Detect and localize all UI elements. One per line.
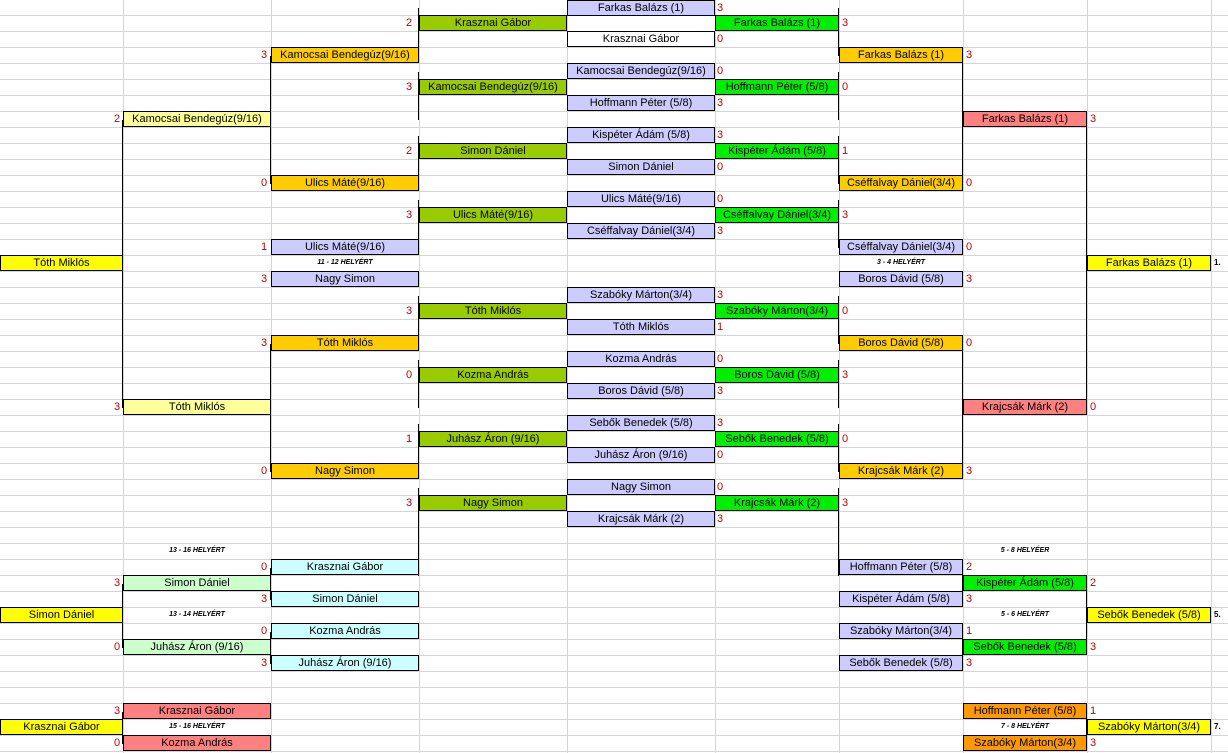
right-lower-w5-player-1[interactable]: Kispéter Ádám (5/8) — [963, 575, 1087, 591]
center-score-8[interactable]: 3 — [717, 225, 724, 237]
left-r2-player-6[interactable]: Kozma András — [419, 367, 567, 383]
right-r2-player-3[interactable]: Kispéter Ádám (5/8) — [715, 143, 839, 159]
gridline-row — [0, 207, 1228, 208]
right-r2-score-7[interactable]: 0 — [842, 433, 849, 445]
right-r2-player-2[interactable]: Hoffmann Péter (5/8) — [715, 79, 839, 95]
center-player-10[interactable]: Tóth Miklós — [567, 319, 715, 335]
label-11-12: 11 - 12 HELYÉRT — [317, 259, 373, 266]
gridline-col — [567, 0, 568, 753]
right-r3-score-1[interactable]: 3 — [966, 49, 973, 61]
center-player-2[interactable]: Krasznai Gábor — [567, 31, 715, 47]
gridline-row — [0, 271, 1228, 272]
left-r3-score-2[interactable]: 0 — [261, 177, 268, 189]
right-r3-score-2[interactable]: 0 — [966, 177, 973, 189]
gridline-row — [0, 79, 1228, 80]
center-player-15[interactable]: Nagy Simon — [567, 479, 715, 495]
center-player-4[interactable]: Hoffmann Péter (5/8) — [567, 95, 715, 111]
right-lower-w5-score-2[interactable]: 3 — [1090, 641, 1097, 653]
right-third-score-2[interactable]: 3 — [966, 273, 973, 285]
center-score-1[interactable]: 3 — [717, 2, 724, 14]
gridline-col — [271, 0, 272, 753]
label-13-14: 13 - 14 HELYÉRT — [169, 611, 225, 618]
left-lower-m2-score-1[interactable]: 0 — [261, 625, 268, 637]
left-r3-player-3[interactable]: Tóth Miklós — [271, 335, 419, 351]
right-r4-player-2[interactable]: Krajcsák Márk (2) — [963, 399, 1087, 415]
right-r4-score-2[interactable]: 0 — [1090, 401, 1097, 413]
center-score-9[interactable]: 3 — [717, 289, 724, 301]
center-score-11[interactable]: 0 — [717, 353, 724, 365]
center-score-4[interactable]: 3 — [717, 97, 724, 109]
left-r2-player-4[interactable]: Ulics Máté(9/16) — [419, 207, 567, 223]
left-lower-m2-player-2[interactable]: Juhász Áron (9/16) — [271, 655, 419, 671]
left-r3-score-4[interactable]: 0 — [261, 465, 268, 477]
label-5-6: 5 - 6 HELYÉRT — [1001, 611, 1049, 618]
gridline-row — [0, 687, 1228, 688]
left-r2-player-7[interactable]: Juhász Áron (9/16) — [419, 431, 567, 447]
right-r2-player-4[interactable]: Cséffalvay Dániel(3/4) — [715, 207, 839, 223]
gridline-row — [0, 463, 1228, 464]
right-r2-score-4[interactable]: 3 — [842, 209, 849, 221]
left-lower-l15-player-1[interactable]: Krasznai Gábor — [123, 703, 271, 719]
gridline-col — [1087, 0, 1088, 753]
left-lower-l15-score-1[interactable]: 3 — [114, 705, 121, 717]
right-lower-m1-player-1[interactable]: Hoffmann Péter (5/8) — [839, 559, 963, 575]
right-r3-score-4[interactable]: 3 — [966, 465, 973, 477]
left-r3-player-4[interactable]: Nagy Simon — [271, 463, 419, 479]
center-player-7[interactable]: Ulics Máté(9/16) — [567, 191, 715, 207]
gridline-row — [0, 655, 1228, 656]
right-lower-m1-score-1[interactable]: 2 — [966, 561, 973, 573]
right-r2-player-6[interactable]: Boros Dávid (5/8) — [715, 367, 839, 383]
right-r3-player-1[interactable]: Farkas Balázs (1) — [839, 47, 963, 63]
left-lower-w13-score-1[interactable]: 3 — [114, 577, 121, 589]
left-r2-score-2[interactable]: 3 — [406, 81, 413, 93]
left-r4-player-2[interactable]: Tóth Miklós — [123, 399, 271, 415]
bracket-line — [122, 264, 123, 408]
label-15-16: 15 - 16 HELYÉRT — [169, 723, 225, 730]
right-lower-l7-score-1[interactable]: 1 — [1090, 705, 1097, 717]
gridline-row — [0, 431, 1228, 432]
gridline-row — [0, 47, 1228, 48]
right-lower-w5-player-2[interactable]: Sebők Benedek (5/8) — [963, 639, 1087, 655]
left-lower-l15-score-2[interactable]: 0 — [114, 737, 121, 749]
left-third-player-2[interactable]: Nagy Simon — [271, 271, 419, 287]
right-lower-m2-player-2[interactable]: Sebők Benedek (5/8) — [839, 655, 963, 671]
center-score-13[interactable]: 3 — [717, 417, 724, 429]
center-player-12[interactable]: Boros Dávid (5/8) — [567, 383, 715, 399]
gridline-row — [0, 143, 1228, 144]
gridline-col — [839, 0, 840, 753]
gridline-col — [1211, 0, 1212, 753]
label-5-8: 5 - 8 HELYÉER — [1000, 547, 1050, 554]
gridline-row — [0, 303, 1228, 304]
left-lower-l15-player-2[interactable]: Kozma András — [123, 735, 271, 751]
label-7-8: 7 - 8 HELYÉRT — [1001, 723, 1049, 730]
gridline-row — [0, 335, 1228, 336]
center-player-3[interactable]: Kamocsai Bendegúz(9/16) — [567, 63, 715, 79]
right-r4-score-1[interactable]: 3 — [1090, 113, 1097, 125]
right-lower-l7-player-2[interactable]: Szabóky Márton(3/4) — [963, 735, 1087, 751]
center-score-6[interactable]: 0 — [717, 161, 724, 173]
right-r2-score-6[interactable]: 3 — [842, 369, 849, 381]
left-lower-m1-player-1[interactable]: Krasznai Gábor — [271, 559, 419, 575]
gridline-row — [0, 239, 1228, 240]
right-lower-m2-player-1[interactable]: Szabóky Márton(3/4) — [839, 623, 963, 639]
left-r2-score-4[interactable]: 3 — [406, 209, 413, 221]
left-r2-score-7[interactable]: 1 — [406, 433, 413, 445]
left-r2-score-3[interactable]: 2 — [406, 145, 413, 157]
gridline-row — [0, 175, 1228, 176]
center-score-16[interactable]: 3 — [717, 513, 724, 525]
left-r2-player-2[interactable]: Kamocsai Bendegúz(9/16) — [419, 79, 567, 95]
gridline-row — [0, 255, 1228, 256]
left-r2-score-5[interactable]: 3 — [406, 305, 413, 317]
left-r3-player-2[interactable]: Ulics Máté(9/16) — [271, 175, 419, 191]
right-r3-player-2[interactable]: Cséffalvay Dániel(3/4) — [839, 175, 963, 191]
right-lower-l7-score-2[interactable]: 3 — [1090, 737, 1097, 749]
left-lower-w13-player-1[interactable]: Simon Dániel — [123, 575, 271, 591]
right-r2-player-5[interactable]: Szabóky Márton(3/4) — [715, 303, 839, 319]
place-7[interactable]: Szabóky Márton(3/4) — [1087, 719, 1211, 735]
right-lower-m1-score-2[interactable]: 3 — [966, 593, 973, 605]
center-score-15[interactable]: 0 — [717, 481, 724, 493]
center-player-9[interactable]: Szabóky Márton(3/4) — [567, 287, 715, 303]
left-lower-m2-score-2[interactable]: 3 — [261, 657, 268, 669]
left-third-score-2[interactable]: 3 — [261, 273, 268, 285]
right-lower-w5-score-1[interactable]: 2 — [1090, 577, 1097, 589]
gridline-row — [0, 591, 1228, 592]
center-player-6[interactable]: Simon Dániel — [567, 159, 715, 175]
right-third-player-1[interactable]: Cséffalvay Dániel(3/4) — [839, 239, 963, 255]
label-13-16: 13 - 16 HELYÉRT — [169, 547, 225, 554]
left-third-player-1[interactable]: Ulics Máté(9/16) — [271, 239, 419, 255]
left-r3-score-3[interactable]: 3 — [261, 337, 268, 349]
center-score-7[interactable]: 0 — [717, 193, 724, 205]
rank-7: 7. — [1214, 722, 1221, 731]
label-3-4: 3 - 4 HELYÉRT — [877, 259, 925, 266]
left-place-13[interactable]: Simon Dániel — [0, 607, 123, 623]
center-score-10[interactable]: 1 — [717, 321, 724, 333]
right-r2-score-3[interactable]: 1 — [842, 145, 849, 157]
right-r2-player-7[interactable]: Sebők Benedek (5/8) — [715, 431, 839, 447]
center-player-13[interactable]: Sebők Benedek (5/8) — [567, 415, 715, 431]
left-lower-w13-player-2[interactable]: Juhász Áron (9/16) — [123, 639, 271, 655]
right-lower-m2-score-1[interactable]: 1 — [966, 625, 973, 637]
center-player-14[interactable]: Juhász Áron (9/16) — [567, 447, 715, 463]
right-r2-score-2[interactable]: 0 — [842, 81, 849, 93]
center-score-12[interactable]: 3 — [717, 385, 724, 397]
left-lower-w13-score-2[interactable]: 0 — [114, 641, 121, 653]
left-lower-m1-player-2[interactable]: Simon Dániel — [271, 591, 419, 607]
center-player-5[interactable]: Kispéter Ádám (5/8) — [567, 127, 715, 143]
center-player-1[interactable]: Farkas Balázs (1) — [567, 0, 715, 16]
center-score-2[interactable]: 0 — [717, 33, 724, 45]
left-r4-player-1[interactable]: Kamocsai Bendegúz(9/16) — [123, 111, 271, 127]
left-r3-score-1[interactable]: 3 — [261, 49, 268, 61]
right-r2-player-8[interactable]: Krajcsák Márk (2) — [715, 495, 839, 511]
bracket-line — [1086, 264, 1087, 408]
right-r2-score-8[interactable]: 3 — [842, 497, 849, 509]
left-lower-m2-player-1[interactable]: Kozma András — [271, 623, 419, 639]
right-third-score-1[interactable]: 0 — [966, 241, 973, 253]
place-5[interactable]: Sebők Benedek (5/8) — [1087, 607, 1211, 623]
left-r2-score-8[interactable]: 3 — [406, 497, 413, 509]
center-player-11[interactable]: Kozma András — [567, 351, 715, 367]
left-place-15[interactable]: Krasznai Gábor — [0, 719, 123, 735]
left-third-score-1[interactable]: 1 — [261, 241, 268, 253]
right-r4-player-1[interactable]: Farkas Balázs (1) — [963, 111, 1087, 127]
center-score-5[interactable]: 3 — [717, 129, 724, 141]
place-1-winner[interactable]: Farkas Balázs (1) — [1087, 255, 1211, 271]
left-r2-score-1[interactable]: 2 — [406, 17, 413, 29]
right-r2-score-1[interactable]: 3 — [842, 17, 849, 29]
bracket-line — [1086, 120, 1087, 264]
left-r2-score-6[interactable]: 0 — [406, 369, 413, 381]
right-r3-player-4[interactable]: Krajcsák Márk (2) — [839, 463, 963, 479]
right-r2-score-5[interactable]: 0 — [842, 305, 849, 317]
left-place-11[interactable]: Tóth Miklós — [0, 255, 123, 271]
rank-1: 1. — [1214, 258, 1221, 267]
left-lower-m1-score-1[interactable]: 0 — [261, 561, 268, 573]
right-r3-score-3[interactable]: 0 — [966, 337, 973, 349]
left-r4-score-1[interactable]: 2 — [114, 113, 121, 125]
left-r2-player-1[interactable]: Krasznai Gábor — [419, 15, 567, 31]
left-r2-player-3[interactable]: Simon Dániel — [419, 143, 567, 159]
rank-5: 5. — [1214, 610, 1221, 619]
left-r2-player-8[interactable]: Nagy Simon — [419, 495, 567, 511]
center-score-3[interactable]: 0 — [717, 65, 724, 77]
left-r3-player-1[interactable]: Kamocsai Bendegúz(9/16) — [271, 47, 419, 63]
gridline-row — [0, 751, 1228, 752]
gridline-row — [0, 559, 1228, 560]
gridline-row — [0, 367, 1228, 368]
left-r2-player-5[interactable]: Tóth Miklós — [419, 303, 567, 319]
center-player-8[interactable]: Cséffalvay Dániel(3/4) — [567, 223, 715, 239]
right-r3-player-3[interactable]: Boros Dávid (5/8) — [839, 335, 963, 351]
center-score-14[interactable]: 0 — [717, 449, 724, 461]
gridline-row — [0, 527, 1228, 528]
bracket-line — [122, 120, 123, 264]
gridline-row — [0, 495, 1228, 496]
center-player-16[interactable]: Krajcsák Márk (2) — [567, 511, 715, 527]
gridline-row — [0, 671, 1228, 672]
right-lower-l7-player-1[interactable]: Hoffmann Péter (5/8) — [963, 703, 1087, 719]
right-lower-m2-score-2[interactable]: 3 — [966, 657, 973, 669]
left-lower-m1-score-2[interactable]: 3 — [261, 593, 268, 605]
left-r4-score-2[interactable]: 3 — [114, 401, 121, 413]
right-r2-player-1[interactable]: Farkas Balázs (1) — [715, 15, 839, 31]
right-third-player-2[interactable]: Boros Dávid (5/8) — [839, 271, 963, 287]
gridline-row — [0, 623, 1228, 624]
right-lower-m1-player-2[interactable]: Kispéter Ádám (5/8) — [839, 591, 963, 607]
